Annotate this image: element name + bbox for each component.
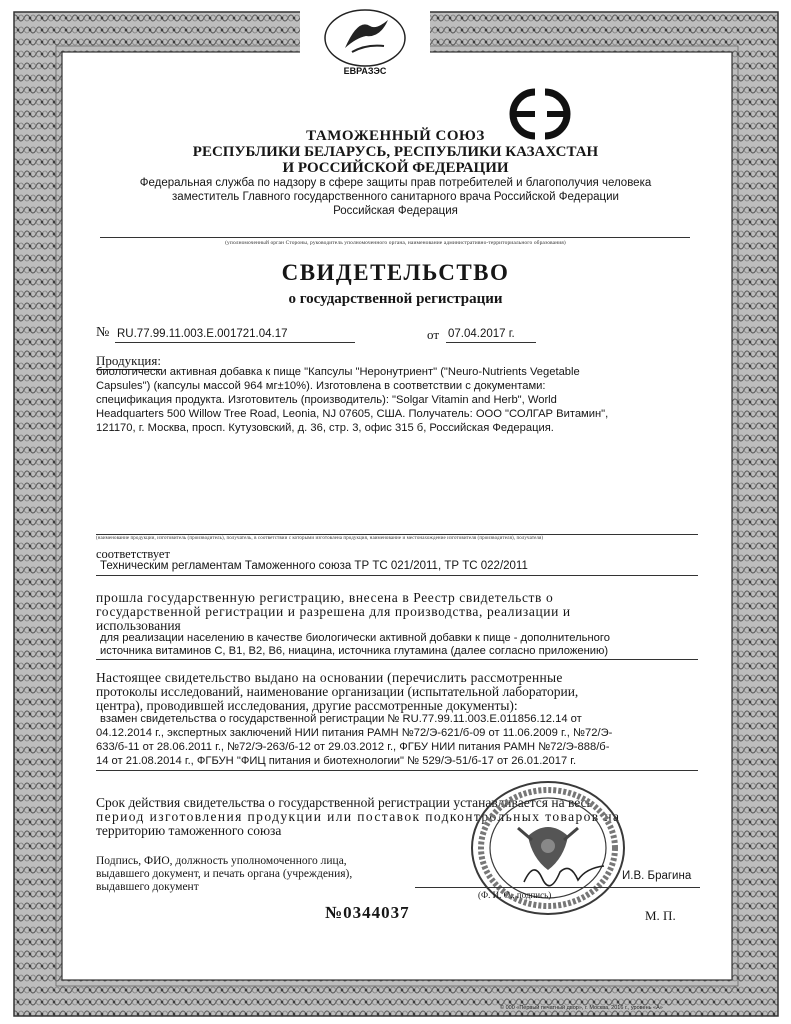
product-line: Headquarters 500 Willow Tree Road, Leonia, NJ 07605, США. Получатель: ООО "СОЛГАР Витамин", <box>96 408 609 420</box>
conformity-value: Техническим регламентам Таможенного союза ТР ТС 021/2011, ТР ТС 022/2011 <box>100 560 528 572</box>
document-title: СВИДЕТЕЛЬСТВО <box>281 260 510 285</box>
eurasec-emblem <box>300 8 430 78</box>
signature-line-3: выдавшего документ <box>96 881 199 893</box>
number-label: № <box>96 325 110 340</box>
serial-number: №0344037 <box>325 903 410 922</box>
authority-line-3: Российская Федерация <box>333 205 458 217</box>
product-line: спецификация продукта. Изготовитель (производитель): "Solgar Vitamin and Herb", World <box>96 394 557 406</box>
registration-line-1: прошла государственную регистрацию, внесена в Реестр свидетельств о <box>96 590 554 605</box>
basis-doc-line: 14 от 21.08.2014 г., ФГБУН "ФИЦ питания и биотехнологии" № 529/Э-51/б-17 от 26.01.2017 г. <box>96 755 577 767</box>
header-line-3: И РОССИЙСКОЙ ФЕДЕРАЦИИ <box>282 160 509 176</box>
mp-label: М. П. <box>645 908 676 923</box>
document-subtitle: о государственной регистрации <box>288 291 503 307</box>
basis-doc-line: 633/б-11 от 28.06.2011 г., №72/Э-263/б-12 от 29.03.2012 г., ФГБУ НИИ питания РАМН №72/Э-888/б- <box>96 741 610 753</box>
usage-line-1: для реализации населению в качестве биологически активной добавки к пище - дополнительного <box>100 632 610 644</box>
registration-line-3: использования <box>96 618 181 633</box>
fio-caption: (Ф. И. О., подпись) <box>478 890 552 900</box>
basis-line-2: протоколы исследований, наименование организации (испытательной лаборатории, <box>96 684 579 699</box>
date-label: от <box>427 327 440 342</box>
product-label: Продукция: <box>96 353 161 368</box>
basis-doc-line: взамен свидетельства о государственной регистрации № RU.77.99.11.003.Е.011856.12.14 от <box>100 713 582 725</box>
signature-line-2: выдавшего документ, и печать органа (учреждения), <box>96 868 353 880</box>
signer-name: И.В. Брагина <box>622 870 692 882</box>
registration-line-2: государственной регистрации и разрешена для производства, реализации и <box>96 604 571 619</box>
header-line-1: ТАМОЖЕННЫЙ СОЮЗ <box>306 128 485 144</box>
validity-line-3: территорию таможенного союза <box>96 823 282 838</box>
basis-line-3: центра), проводившей исследования, другие рассмотренные документы): <box>96 698 518 713</box>
basis-line-1: Настоящее свидетельство выдано на основании (перечислить рассмотренные <box>96 670 563 685</box>
authority-line-2: заместитель Главного государственного санитарного врача Российской Федерации <box>172 191 619 203</box>
certificate-number: RU.77.99.11.003.Е.001721.04.17 <box>117 328 288 340</box>
authority-caption: (уполномоченный орган Стороны, руководитель уполномоченного органа, наименование административно-территориального образования) <box>225 240 566 246</box>
signature-line-1: Подпись, ФИО, должность уполномоченного лица, <box>96 855 347 867</box>
printer-footer: © 000 «Первый печатный двор», г. Москва, 2016 г., уровень «А» <box>500 1005 663 1011</box>
header-line-2: РЕСПУБЛИКИ БЕЛАРУСЬ, РЕСПУБЛИКИ КАЗАХСТАН <box>192 144 599 160</box>
product-line: 121170, г. Москва, просп. Кутузовский, д. 36, стр. 3, офис 315 б, Российская Федерация. <box>96 422 554 434</box>
validity-line-1: Срок действия свидетельства о государственной регистрации устанавливается на весь <box>96 795 593 810</box>
authority-line-1: Федеральная служба по надзору в сфере защиты прав потребителей и благополучия человека <box>139 177 652 189</box>
conformity-label: соответствует <box>96 547 170 561</box>
handwritten-signature <box>520 858 610 888</box>
product-caption: (наименование продукции, изготовитель (производитель), получатель, в соответствии с которыми изготовлена продукция, наименование и местонахождение изготовителя (производителя), получателя) <box>96 536 544 541</box>
basis-doc-line: 04.12.2014 г., экспертных заключений НИИ питания РАМН №72/Э-621/б-09 от 11.06.2009 г., №72/Э- <box>96 727 613 739</box>
emblem-label: ЕВРАЗЭС <box>343 66 387 76</box>
usage-line-2: источника витаминов С, В1, В2, В6, ниацина, источника глутамина (далее согласно приложению) <box>100 645 609 657</box>
product-line: Capsules") (капсулы массой 964 мг±10%). Изготовлена в соответствии с документами: <box>96 380 546 392</box>
product-line: биологически активная добавка к пище "Капсулы "Неронутриент" ("Neuro-Nutrients Vegetable <box>96 366 580 378</box>
validity-line-2: период изготовления продукции или поставок подконтрольных товаров на <box>96 809 621 824</box>
certificate-date: 07.04.2017 г. <box>448 328 515 340</box>
